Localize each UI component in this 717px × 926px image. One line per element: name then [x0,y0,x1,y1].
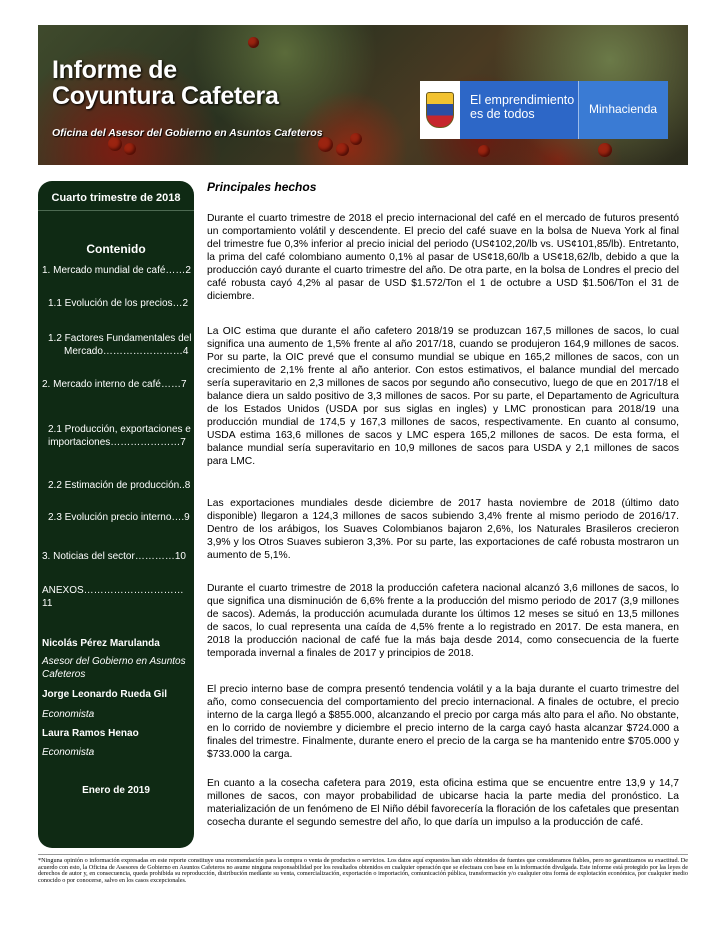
author-role: Economista [42,709,95,720]
report-title [52,57,279,109]
toc-item[interactable]: 1. Mercado mundial de café……2 [42,265,191,276]
report-title-line1: Informe de [52,56,177,84]
coffee-berry-decoration [248,37,259,48]
report-title-line2: Coyuntura Cafetera [52,82,279,110]
toc-item[interactable]: 2.2 Estimación de producción..8 [48,480,191,491]
toc-item[interactable]: 3. Noticias del sector…………10 [42,551,186,562]
sidebar-divider [38,210,194,211]
sidebar [38,181,194,848]
section-heading: Principales hechos [207,180,317,194]
toc-item[interactable]: 1.1 Evolución de los precios…2 [48,298,189,309]
publication-date: Enero de 2019 [82,785,150,796]
paragraph: Las exportaciones mundiales desde diciembre de 2017 hasta noviembre de 2018 (último dato disponible) llegaron a 124,3 millones de sacos subiendo 3,4% frente al mismo periodo de 2016/17. Dentro de los arábigos, los Suaves Colombianos bajaron 2,6%, los Naturales Brasileros crecieron 3,9% y los Otros Suaves subieron 3,3%. Por su parte, las exportaciones de café robusta mostraron un aumento de 5,1%. [207,498,679,561]
author-name: Laura Ramos Henao [42,728,139,739]
coffee-berry-decoration [124,143,136,155]
report-period: Cuarto trimestre de 2018 [51,192,181,204]
coat-of-arms [420,81,460,139]
report-subtitle: Oficina del Asesor del Gobierno en Asuntos Cafeteros [52,127,323,139]
coffee-berry-decoration [318,137,333,152]
author-name: Nicolás Pérez Marulanda [42,638,160,649]
toc-item[interactable]: 2.1 Producción, exportaciones e [48,424,191,435]
shield-icon [426,92,454,128]
toc-item[interactable]: ANEXOS…………………………11 [42,585,184,609]
author-role: Economista [42,747,95,758]
header-banner [38,25,688,165]
toc-item[interactable]: 1.2 Factores Fundamentales del [48,333,192,344]
author-role: Cafeteros [42,669,86,680]
toc-item[interactable]: 2.3 Evolución precio interno….9 [48,512,190,523]
contents-title: Contenido [86,242,146,256]
paragraph: La OIC estima que durante el año cafetero 2018/19 se produzcan 167,5 millones de sacos, lo cual significa una aumento de 1,5% frente al año 2017/18, cuando se produjeron 164,9 millones de sacos. Por su parte, la OIC prevé que el consumo mundial se ubique en 165,2 millones de sacos, con un crecimiento de 2,1% frente al año anterior. Con estos estimativos, el balance mundial del mercado sería superavitario en 2,3 millones de sacos por segundo año consecutivo, luego de que en 2017/18 el balance diera un saldo positivo de 3,3 millones de sacos. Por su parte, el Departamento de Agricultura de los Estados Unidos (USDA por sus siglas en ingles) y LMC pronostican para 2018/19 una producción mundial de 174,5 y 167,3 millones de sacos, respectivamente. En cuanto al consumo, USDA estima 163,6 millones de sacos y LMC espera 165,2 millones de sacos. De esta forma, el balance mundial sería superavitario en 10,9 millones de sacos para USDA y 2,1 millones de sacos para LMC. [207,326,679,467]
author-role: Asesor del Gobierno en Asuntos [42,656,186,667]
coffee-berry-decoration [336,143,349,156]
paragraph: Durante el cuarto trimestre de 2018 la producción cafetera nacional alcanzó 3,6 millones de sacos, lo que significa una disminución de 6,6% frente a la producción del mismo periodo de 2017 (3,9 millones de sacos). Además, la producción acumulada durante los últimos 12 meses se situó en 13,5 millones de sacos, lo cual representa una caída de 4,5% frente a lo registrado en 2017. De esta manera, en 2018 la producción nacional de café fue la más baja desde 2014, como consecuencia de la fuerte temporada invernal a finales de 2017 y principios de 2018. [207,583,679,659]
coffee-berry-decoration [350,133,362,145]
toc-item[interactable]: Mercado……………………4 [64,346,189,357]
government-slogan [460,81,578,139]
slogan-line2: es de todos [470,107,535,121]
paragraph: Durante el cuarto trimestre de 2018 el precio internacional del café en el mercado de futuros presentó un comportamiento volátil y descendente. El precio del café suave en la bolsa de Nueva York al final del trimestre fue 0,3% inferior al precio inicial del periodo (US¢102,20/lb vs. US¢101,85/lb). Entretanto, la prima del café colombiano aumento 0,1% al pasar de US¢18,60/lb a US¢18,62/lb, debido a que la producción cayó durante el cuarto trimestre del año. De otra parte, en la bolsa de Londres el precio del café robusta cayó 4,2% al pasar de USD $1.572/Ton el 1 de octubre a USD $1.506/Ton el 31 de diciembre. [207,213,679,302]
footnote-divider [38,854,688,855]
coffee-berry-decoration [598,143,612,157]
paragraph: El precio interno base de compra presentó tendencia volátil y a la baja durante el cuarto trimestre del año, como consecuencia del comportamiento del precio internacional. A finales de octubre, el precio interno de la carga llegó a $855.000, alcanzando el precio por carga más alto para el año. No obstante, en lo corrido de noviembre y diciembre el precio interno de la carga cayó hasta alcanzar $724.000 a finales del trimestre. Finalmente, durante enero el precio de la carga se ha mantenido entre $705.000 y $733.000 la carga. [207,684,679,760]
slogan-line1: El emprendimiento [470,93,575,107]
coffee-berry-decoration [108,137,122,151]
ministry-label: Minhacienda [578,81,668,139]
government-logo [420,81,668,139]
toc-item[interactable]: 2. Mercado interno de café……7 [42,379,187,390]
author-name: Jorge Leonardo Rueda Gil [42,689,168,700]
toc-item[interactable]: importaciones…………………7 [48,437,186,448]
paragraph: En cuanto a la cosecha cafetera para 2019, esta oficina estima que se encuentre entre 13,9 y 14,7 millones de sacos, con mayor probabilidad de ubicarse hacia la parte media del pronóstico. La materialización de un fenómeno de El Niño débil favorecería la floración de los cafetales que presentan cosecha durante el segundo semestre del año, lo que daría un impulso a la producción de café. [207,778,679,828]
coffee-berry-decoration [478,145,490,157]
disclaimer-footnote: *Ninguna opinión o información expresadas en este reporte constituye una recomendación para la compra o venta de productos o servicios. Los datos aquí expuestos han sido obtenidos de fuentes que consideramos fiables, pero no garantizamos su exactitud. De acuerdo con esto, la Oficina de Asesores de Gobierno en Asuntos Cafeteros no asume ninguna responsabilidad por los resultados obtenidos en cualquier operación que se efectuara con base en la información divulgada. Este informe está protegido por las leyes de derechos de autor y, en consecuencia, queda prohibida su reproducción, distribución mediante su venta, comercialización, exportación o importación, comunicación pública, transformación y/o cualquier otra forma de explotación económica, por cualquier medio conocido o por conocerse, salvo en los casos excepcionales. [38,857,688,884]
